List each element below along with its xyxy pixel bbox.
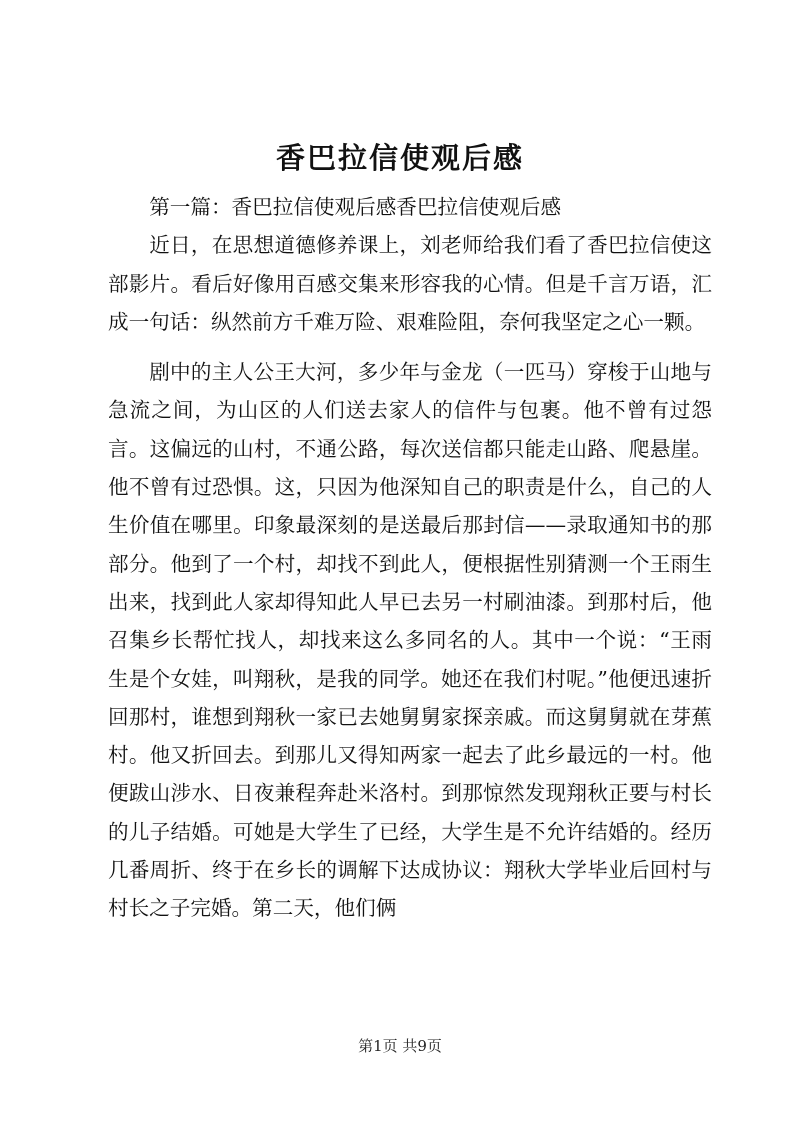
page-footer: 第1页 共9页 [358,1037,442,1055]
paragraph-subtitle: 第一篇：香巴拉信使观后感香巴拉信使观后感 [149,195,562,219]
document-title: 香巴拉信使观后感 [275,141,524,175]
document-body [108,188,712,928]
paragraph-intro: 近日，在思想道德修养课上，刘老师给我们看了香巴拉信使这部影片。看后好像用百感交集来形容我的心情。但是千言万语，汇成一句话：纵然前方千难万险、艰难险阻，奈何我坚定之心一颗。 [108,233,712,334]
paragraph-story: 剧中的主人公王大河，多少年与金龙（一匹马）穿梭于山地与急流之间，为山区的人们送去家人的信件与包裹。他不曾有过怨言。这偏远的山村，不通公路，每次送信都只能走山路、爬悬崖。他不曾有过恐惧。这，只因为他深知自己的职责是什么，自己的人生价值在哪里。印象最深刻的是送最后那封信——录取通知书的那部分。他到了一个村，却找不到此人，便根据性别猜测一个王雨生出来，找到此人家却得知此人早已去另一村刷油漆。到那村后，他召集乡长帮忙找人，却找来这么多同名的人。其中一个说：“王雨生是个女娃，叫翔秋，是我的同学。她还在我们村呢。”他便迅速折回那村，谁想到翔秋一家已去她舅舅家探亲戚。而这舅舅就在芽蕉村。他又折回去。到那儿又得知两家一起去了此乡最远的一村。他便跋山涉水、日夜兼程奔赴米洛村。到那惊然发现翔秋正要与村长的儿子结婚。可她是大学生了已经，大学生是不允许结婚的。经历几番周折、终于在乡长的调解下达成协议：翔秋大学毕业后回村与村长之子完婚。第二天，他们俩 [108,360,712,921]
